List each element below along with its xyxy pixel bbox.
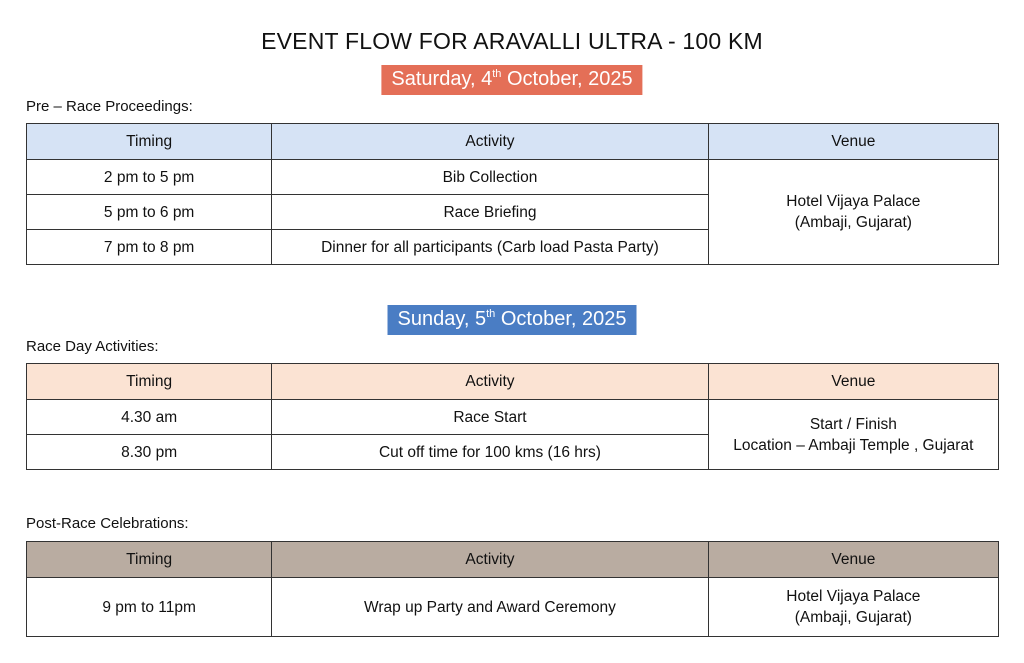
race-day-table bbox=[26, 363, 999, 470]
table-header-row bbox=[27, 364, 999, 400]
timing-cell: 8.30 pm bbox=[27, 435, 272, 470]
section-label-race-day: Race Day Activities: bbox=[26, 338, 159, 355]
header-timing: Timing bbox=[27, 124, 272, 160]
table-header-row bbox=[27, 124, 999, 160]
venue-line1: Hotel Vijaya Palace bbox=[786, 193, 921, 210]
header-venue: Venue bbox=[708, 124, 998, 160]
pre-race-table bbox=[26, 123, 999, 265]
date-banner-saturday-post: October, 2025 bbox=[501, 68, 633, 90]
header-activity: Activity bbox=[272, 542, 708, 578]
date-banner-sunday-sup: th bbox=[486, 308, 496, 320]
timing-cell: 5 pm to 6 pm bbox=[27, 195, 272, 230]
table-header-row bbox=[27, 542, 999, 578]
timing-cell: 7 pm to 8 pm bbox=[27, 230, 272, 265]
timing-cell: 2 pm to 5 pm bbox=[27, 160, 272, 195]
page-title: EVENT FLOW FOR ARAVALLI ULTRA - 100 KM bbox=[261, 28, 763, 54]
activity-cell: Dinner for all participants (Carb load Pasta Party) bbox=[272, 230, 708, 265]
header-timing: Timing bbox=[27, 542, 272, 578]
header-activity: Activity bbox=[272, 124, 708, 160]
activity-cell: Wrap up Party and Award Ceremony bbox=[272, 578, 708, 637]
venue-cell bbox=[708, 160, 998, 265]
table-row bbox=[27, 160, 999, 195]
activity-cell: Bib Collection bbox=[272, 160, 708, 195]
date-banner-saturday-sup: th bbox=[492, 68, 502, 80]
venue-cell bbox=[708, 578, 998, 637]
section-label-post-race: Post-Race Celebrations: bbox=[26, 515, 189, 532]
section-label-pre-race: Pre – Race Proceedings: bbox=[26, 98, 193, 115]
date-banner-sunday-post: October, 2025 bbox=[495, 308, 627, 330]
venue-cell bbox=[708, 400, 998, 470]
activity-cell: Race Briefing bbox=[272, 195, 708, 230]
venue-line1: Start / Finish bbox=[809, 415, 897, 433]
venue-line1: Hotel Vijaya Palace bbox=[786, 588, 921, 605]
activity-cell: Race Start bbox=[272, 400, 708, 435]
timing-cell: 4.30 am bbox=[27, 400, 272, 435]
venue-line2: (Ambaji, Gujarat) bbox=[794, 609, 912, 626]
header-venue: Venue bbox=[708, 364, 998, 400]
venue-line2: (Ambaji, Gujarat) bbox=[794, 214, 912, 231]
header-venue: Venue bbox=[708, 542, 998, 578]
date-banner-sunday-pre: Sunday, 5 bbox=[397, 308, 487, 330]
timing-cell: 9 pm to 11pm bbox=[27, 578, 272, 637]
date-banner-sunday bbox=[388, 305, 637, 335]
post-race-table bbox=[26, 541, 999, 637]
activity-cell: Cut off time for 100 kms (16 hrs) bbox=[272, 435, 708, 470]
date-banner-saturday-pre: Saturday, 4 bbox=[391, 68, 493, 90]
header-timing: Timing bbox=[27, 364, 272, 400]
header-activity: Activity bbox=[272, 364, 708, 400]
date-banner-saturday bbox=[381, 65, 642, 95]
table-row bbox=[27, 400, 999, 435]
table-row bbox=[27, 578, 999, 637]
venue-line2: Location – Ambaji Temple , Gujarat bbox=[733, 436, 974, 454]
